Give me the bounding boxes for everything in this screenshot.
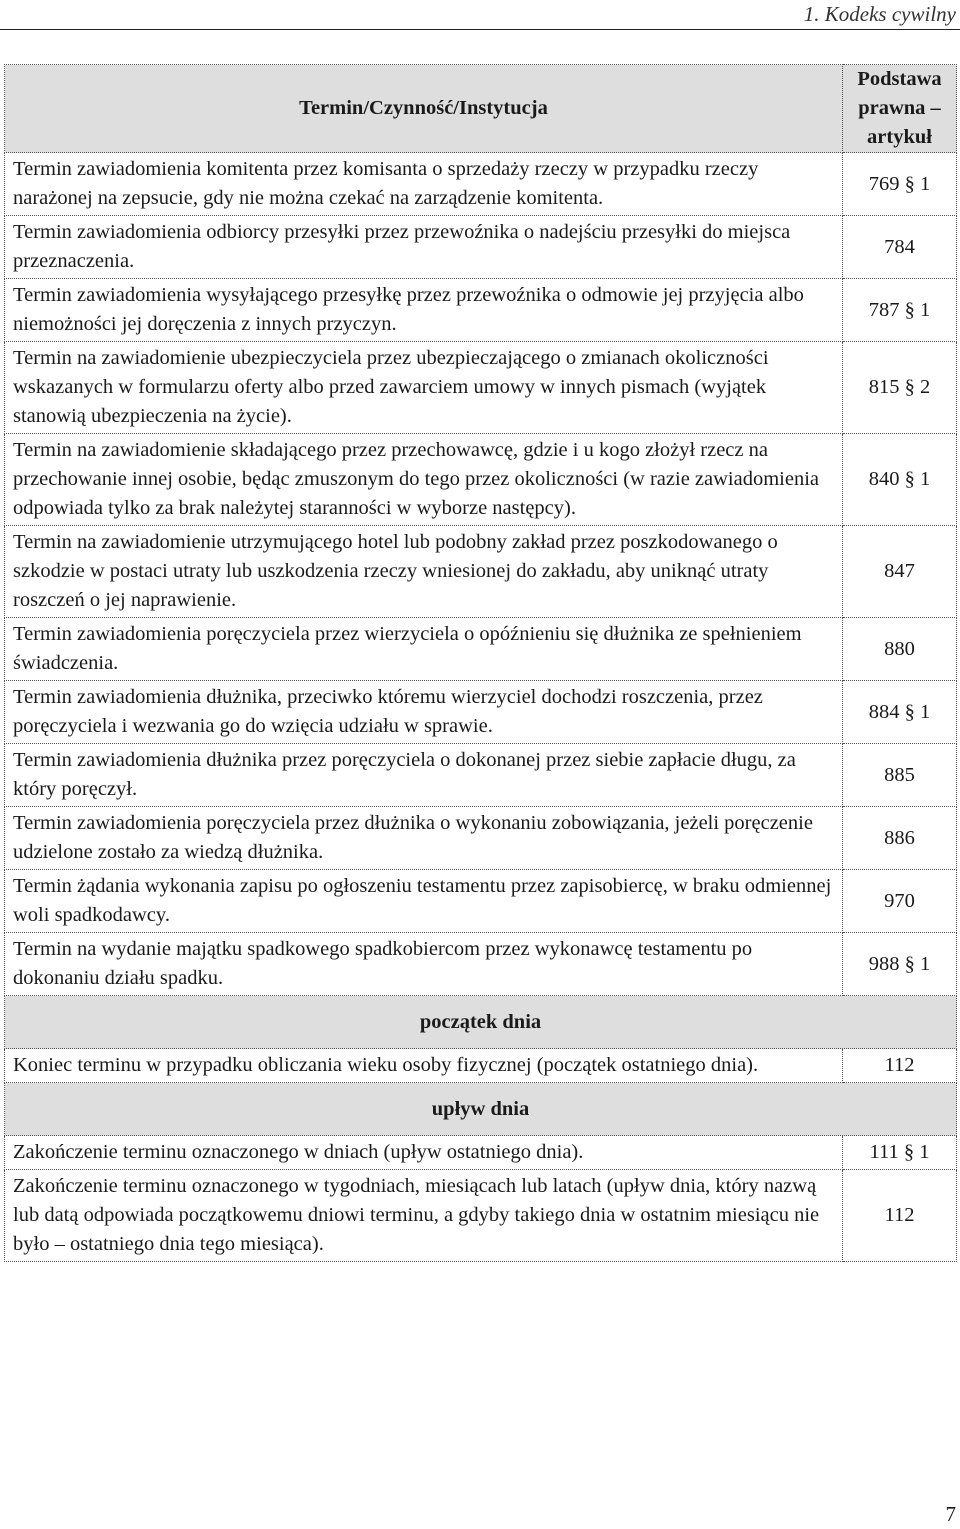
header-rule	[0, 29, 960, 30]
table-header-row	[5, 65, 957, 153]
section-title-start-of-day: początek dnia	[5, 996, 957, 1049]
row-article: 784	[843, 216, 957, 279]
row-article: 840 § 1	[843, 434, 957, 526]
table-row	[5, 279, 957, 342]
terms-table	[4, 64, 957, 1262]
row-article: 970	[843, 870, 957, 933]
row-description: Termin na zawiadomienie utrzymującego hotel lub podobny zakład przez poszkodowanego o szkodzie w postaci utraty lub uszkodzenia rzeczy wniesionej do zakładu, aby uniknąć utraty roszczeń o jej naprawienie.	[5, 526, 843, 618]
row-description: Koniec terminu w przypadku obliczania wieku osoby fizycznej (początek ostatniego dnia).	[5, 1049, 843, 1083]
table-row	[5, 216, 957, 279]
table-row	[5, 681, 957, 744]
row-article: 815 § 2	[843, 342, 957, 434]
row-description: Termin zawiadomienia poręczyciela przez dłużnika o wykonaniu zobowiązania, jeżeli poręczenie udzielone zostało za wiedzą dłużnika.	[5, 807, 843, 870]
table-row	[5, 153, 957, 216]
row-description: Termin zawiadomienia odbiorcy przesyłki przez przewoźnika o nadejściu przesyłki do miejsca przeznaczenia.	[5, 216, 843, 279]
table-row	[5, 744, 957, 807]
row-article: 886	[843, 807, 957, 870]
row-article: 787 § 1	[843, 279, 957, 342]
table-row	[5, 933, 957, 996]
row-description: Termin na zawiadomienie ubezpieczyciela przez ubezpieczającego o zmianach okoliczności wskazanych w formularzu oferty albo przed zawarciem umowy w innych pismach (wyjątek stanowią ubezpieczenia na życie).	[5, 342, 843, 434]
row-article: 111 § 1	[843, 1136, 957, 1170]
row-description: Zakończenie terminu oznaczonego w dniach (upływ ostatniego dnia).	[5, 1136, 843, 1170]
row-article: 769 § 1	[843, 153, 957, 216]
table-row	[5, 434, 957, 526]
row-article: 112	[843, 1170, 957, 1262]
table-row	[5, 870, 957, 933]
table-row	[5, 1170, 957, 1262]
running-head: 1. Kodeks cywilny	[803, 2, 956, 26]
column-header-legal-basis: Podstawa prawna – artykuł	[843, 65, 957, 153]
row-description: Termin zawiadomienia dłużnika, przeciwko któremu wierzyciel dochodzi roszczenia, przez poręczyciela i wezwania go do wzięcia udziału w sprawie.	[5, 681, 843, 744]
row-article: 112	[843, 1049, 957, 1083]
section-title-end-of-day: upływ dnia	[5, 1083, 957, 1136]
section-header-row	[5, 996, 957, 1049]
row-description: Termin na wydanie majątku spadkowego spadkobiercom przez wykonawcę testamentu po dokonaniu działu spadku.	[5, 933, 843, 996]
row-description: Termin zawiadomienia poręczyciela przez wierzyciela o opóźnieniu się dłużnika ze spełnieniem świadczenia.	[5, 618, 843, 681]
row-description: Termin żądania wykonania zapisu po ogłoszeniu testamentu przez zapisobiercę, w braku odmiennej woli spadkodawcy.	[5, 870, 843, 933]
row-article: 884 § 1	[843, 681, 957, 744]
row-description: Termin zawiadomienia komitenta przez komisanta o sprzedaży rzeczy w przypadku rzeczy narażonej na zepsucie, gdy nie można czekać na zarządzenie komitenta.	[5, 153, 843, 216]
row-description: Zakończenie terminu oznaczonego w tygodniach, miesiącach lub latach (upływ dnia, który nazwą lub datą odpowiada początkowemu dniowi terminu, a gdyby takiego dnia w ostatnim miesiącu nie było – ostatniego dnia tego miesiąca).	[5, 1170, 843, 1262]
table-row	[5, 1136, 957, 1170]
table-row	[5, 526, 957, 618]
row-article: 885	[843, 744, 957, 807]
table-row	[5, 342, 957, 434]
table-row	[5, 618, 957, 681]
page-number: 7	[945, 1502, 956, 1526]
row-article: 880	[843, 618, 957, 681]
row-article: 988 § 1	[843, 933, 957, 996]
row-description: Termin zawiadomienia dłużnika przez poręczyciela o dokonanej przez siebie zapłacie długu, za który poręczył.	[5, 744, 843, 807]
column-header-term: Termin/Czynność/Instytucja	[5, 65, 843, 153]
row-article: 847	[843, 526, 957, 618]
section-header-row	[5, 1083, 957, 1136]
row-description: Termin na zawiadomienie składającego przez przechowawcę, gdzie i u kogo złożył rzecz na przechowanie innej osobie, będąc zmuszonym do tego przez okoliczności (w razie zawiadomienia odpowiada tylko za brak należytej staranności w wyborze następcy).	[5, 434, 843, 526]
table-row	[5, 807, 957, 870]
row-description: Termin zawiadomienia wysyłającego przesyłkę przez przewoźnika o odmowie jej przyjęcia albo niemożności jej doręczenia z innych przyczyn.	[5, 279, 843, 342]
table-row	[5, 1049, 957, 1083]
